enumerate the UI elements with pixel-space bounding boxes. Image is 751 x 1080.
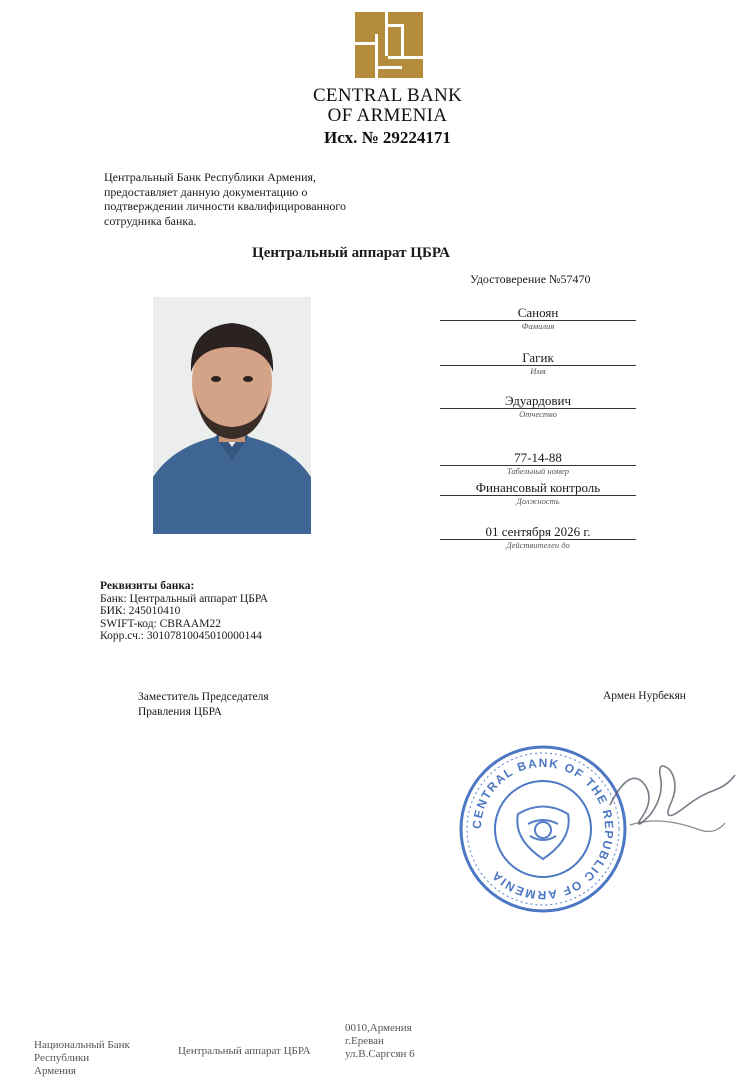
stamp-text: CENTRAL BANK OF THE REPUBLIC OF ARMENIA xyxy=(469,755,617,903)
bank-logo xyxy=(355,12,423,78)
field-value: Саноян xyxy=(440,305,636,321)
field-position xyxy=(440,480,636,507)
footer-line: Республики xyxy=(34,1052,90,1064)
field-value: Финансовый контроль xyxy=(440,480,636,496)
field-caption: Должность xyxy=(516,496,560,506)
signer-position xyxy=(138,690,269,719)
field-valid-until xyxy=(440,524,636,551)
field-caption: Отчество xyxy=(519,409,557,419)
footer-line: ул.В.Саргсян 6 xyxy=(345,1048,415,1060)
field-value: Гагик xyxy=(440,350,636,366)
intro-line: сотрудника банка. xyxy=(104,213,197,228)
field-value: 77-14-88 xyxy=(440,450,636,466)
bank-name xyxy=(300,86,475,126)
footer-line: 0010,Армения xyxy=(345,1022,412,1034)
footer-line: Армения xyxy=(34,1065,76,1077)
intro-line: подтверждении личности квалифицированного xyxy=(104,199,347,213)
position-line: Правления ЦБРА xyxy=(138,705,222,718)
handwritten-signature xyxy=(600,745,740,855)
bank-name-line2: OF ARMENIA xyxy=(327,105,448,126)
field-caption: Действителен до xyxy=(506,540,570,550)
reference-number: Исх. № 29224171 xyxy=(324,128,451,147)
bank-name-line1: CENTRAL BANK xyxy=(312,85,463,106)
field-caption: Табельный номер xyxy=(506,466,570,476)
signer-name: Армен Нурбекян xyxy=(603,690,686,702)
field-value: 01 сентября 2026 г. xyxy=(440,524,636,540)
certificate-number: Удостоверение №57470 xyxy=(470,272,591,286)
field-employee-number xyxy=(440,450,636,477)
intro-line: Центральный Банк Республики Армения, xyxy=(104,170,317,184)
field-caption: Фамилия xyxy=(521,321,555,331)
bank-requisites xyxy=(100,580,268,643)
footer-col-1 xyxy=(34,1039,130,1078)
svg-text:CENTRAL BANK OF THE REPUBLIC O xyxy=(470,756,616,902)
requisites-bank: Банк: Центральный аппарат ЦБРА xyxy=(100,592,269,605)
intro-paragraph xyxy=(104,170,394,228)
field-surname xyxy=(440,305,636,332)
employee-photo xyxy=(153,297,311,534)
footer-line: г.Ереван xyxy=(345,1035,384,1047)
footer-line: Национальный Банк xyxy=(34,1039,130,1051)
field-value: Эдуардович xyxy=(440,393,636,409)
footer-col-2: Центральный аппарат ЦБРА xyxy=(178,1045,311,1057)
field-patronymic xyxy=(440,393,636,420)
field-caption: Имя xyxy=(530,366,546,376)
requisites-corr: Корр.сч.: 30107810045010000144 xyxy=(100,630,262,643)
footer-col-3 xyxy=(345,1022,415,1061)
requisites-swift: SWIFT-код: CBRAAM22 xyxy=(100,617,221,630)
intro-line: предоставляет данную документацию о xyxy=(104,184,308,199)
org-title: Центральный аппарат ЦБРА xyxy=(252,245,450,261)
field-first-name xyxy=(440,350,636,377)
position-line: Заместитель Председателя xyxy=(138,691,269,703)
requisites-heading: Реквизиты банка: xyxy=(100,580,195,592)
requisites-bik: БИК: 245010410 xyxy=(100,605,181,618)
